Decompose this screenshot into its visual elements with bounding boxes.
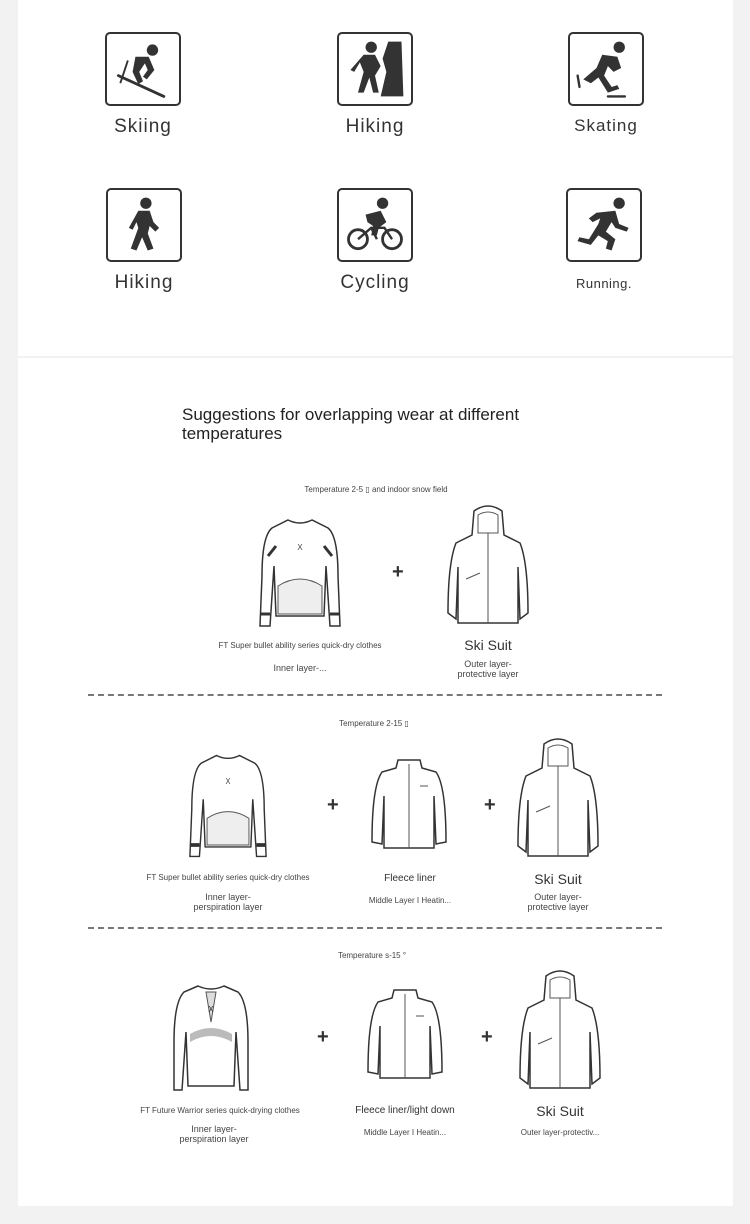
plus-sign: +	[481, 1026, 493, 1048]
group2-temperature: Temperature 2-15 ▯	[339, 719, 409, 728]
group3-temperature: Temperature s-15 °	[337, 951, 407, 960]
activity-cycling	[305, 188, 445, 294]
group2-middle-layer: Middle Layer I Heatin...	[368, 896, 452, 905]
group3-outer-layer: Outer layer-protectiv...	[520, 1128, 600, 1137]
ski-suit-image	[446, 503, 530, 627]
group2-inner-layer2: perspiration layer	[193, 902, 263, 912]
group3-inner-layer2: perspiration layer	[179, 1134, 249, 1144]
activity-skiing	[73, 32, 213, 138]
group1-outer-layer1: Outer layer-	[464, 659, 512, 669]
group1-inner-caption: FT Super bullet ability series quick-dry clothes	[218, 641, 382, 650]
group2-inner-layer1: Inner layer-	[205, 892, 251, 902]
quick-dry-shirt-image	[258, 516, 342, 628]
section-title: Suggestions for overlapping wear at different temperatures	[182, 405, 520, 443]
plus-sign: +	[484, 794, 496, 816]
group2-inner-caption: FT Super bullet ability series quick-dry clothes	[146, 873, 310, 882]
ski-suit-image	[516, 736, 600, 860]
plus-sign: +	[317, 1026, 329, 1048]
skiing-icon	[105, 32, 181, 106]
plus-sign: +	[327, 794, 339, 816]
group1-outer-layer2: protective layer	[457, 669, 519, 679]
activity-skating	[536, 32, 676, 136]
activity-walking	[74, 188, 214, 294]
fleece-liner-image	[370, 756, 448, 850]
group3-middle-name: Fleece liner/light down	[355, 1105, 455, 1116]
activity-climbing	[305, 32, 445, 138]
activity-label: Hiking	[114, 272, 174, 293]
skating-icon	[568, 32, 644, 106]
cycling-icon	[337, 188, 413, 262]
activity-label: Running.	[575, 276, 633, 291]
group1-outer-name: Ski Suit	[464, 637, 512, 653]
group2-outer-name: Ski Suit	[534, 871, 582, 887]
group3-inner-caption: FT Future Warrior series quick-drying clothes	[140, 1106, 300, 1115]
group3-middle-layer: Middle Layer I Heatin...	[363, 1128, 447, 1137]
group2-outer-layer1: Outer layer-	[534, 892, 582, 902]
divider	[88, 927, 662, 929]
svg-text:X: X	[208, 1005, 214, 1014]
svg-text:X: X	[225, 777, 231, 787]
group3-inner-layer1: Inner layer-	[191, 1124, 237, 1134]
group2-middle-name: Fleece liner	[384, 873, 436, 884]
plus-sign: +	[392, 561, 404, 583]
fleece-liner-image	[366, 986, 444, 1080]
divider	[88, 694, 662, 696]
walking-icon	[106, 188, 182, 262]
group2-outer-layer2: protective layer	[527, 902, 589, 912]
running-icon	[566, 188, 642, 262]
ski-suit-image	[518, 968, 602, 1092]
activity-label: Cycling	[340, 272, 410, 293]
activity-running	[534, 188, 674, 291]
svg-text:X: X	[297, 543, 303, 552]
group1-inner-layer: Inner layer-...	[273, 663, 327, 673]
climbing-icon	[337, 32, 413, 106]
activity-label: Hiking	[345, 116, 405, 137]
warrior-shirt-image	[172, 982, 250, 1094]
activity-label: Skating	[574, 116, 638, 135]
activity-label: Skiing	[114, 116, 172, 137]
group1-temperature: Temperature 2-5 ▯ and indoor snow field	[304, 485, 448, 494]
group3-outer-name: Ski Suit	[536, 1103, 584, 1119]
quick-dry-shirt-image	[188, 750, 268, 860]
